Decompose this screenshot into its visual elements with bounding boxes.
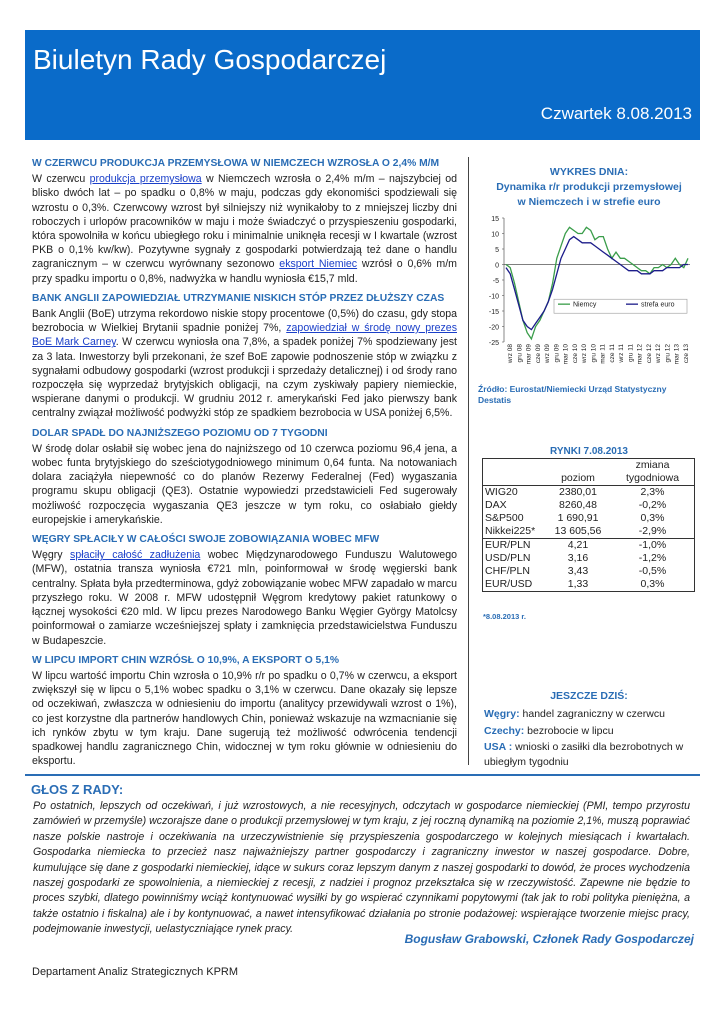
article-1-body	[32, 172, 457, 286]
column-divider	[468, 157, 469, 765]
markets-row	[483, 539, 695, 553]
today-item-usa	[484, 740, 696, 769]
market-level: 3,43	[567, 565, 589, 577]
council-voice-text: Po ostatnich, lepszych od oczekiwań, i już wzrostowych, a nie recesyjnych, odczytach w gospodarce niemieckiej (PMI, tempo przyrostu zamówień w przemyśle) wczorajsze dane o produkcji przemysłowej w tym kraju, z jej roczną dynamiką na poziomie 2,1%, muszą poprawiać nasze polskie nastroje i oczekiwania na urzeczywistnienie się przyspieszenia gospodarczego w kolejnych miesiącach i kwartałach. Gospodarka niemiecka to przecież nasz najważniejszy partner gospodarczy i zagraniczny inwestor w naszej gospodarce. Dobre, kumulujące się dane z gospodarki niemieckiej, idące w sukurs coraz lepszym danym z naszej gospodarki to dowód, że proces wychodzenia naszej gospodarki ze spowolnienia, a niemieckiej z recesji, z nadziei i prognoz przekształca się w rzeczywistość. Zapewne nie będzie to proces szybki, dlatego powinniśmy wciąż kontynuować wysiłki by go wspierać czynnikami popytowymi (tak jak to robi polityka pieniężna, a także ostatnio i fiskalna) ale i by kontynuować, a nawet intensyfikować działania po stronie podażowej: wspierające tworzenie miejsc pracy, podejmowanie inwestycji, uelastyczniające rynek pracy.	[33, 800, 690, 936]
x-tick-label: wrz 11	[618, 344, 626, 363]
market-change: 0,3%	[611, 512, 695, 525]
markets-header-row	[483, 459, 695, 486]
legend-label: strefa euro	[641, 301, 675, 309]
bulletin-date: Czwartek 8.08.2013	[540, 104, 692, 123]
council-voice-signature: Bogusław Grabowski, Członek Rady Gospodarczej	[404, 932, 694, 946]
article-2-text-b: . W czerwcu wyniosła ona 7,8%, a spadek poniżej 7% spodziewany jest za 3 lata. Inwestorzy byli przekonani, że szef BoE zapowie podnoszenie stóp w związku z sygnałami odbudowy gospodarki (wzrost produkcji i sprzedaży detalicznej) i od środy rano rozpoczęła się wyprzedaż brytyjskich obligacji, na czym zyskiwały papiery niemieckie, wspierane danymi o produkcji. W grudniu 2012 r. amerykański Fed jako pierwszy bank centralny związał możliwość podwyżki stóp ze spadkiem bezrobocia w USA poniżej 6,5%.	[32, 336, 457, 420]
article-4-body	[32, 548, 457, 647]
article-5-title: W LIPCU IMPORT CHIN WZRÓSŁ O 10,9%, A EKSPORT O 5,1%	[32, 654, 340, 666]
x-tick-label: gru 09	[553, 344, 561, 363]
today-item-hungary	[484, 707, 696, 722]
y-tick-label: 0	[495, 262, 499, 270]
market-change: -1,2%	[611, 552, 695, 565]
markets-row	[483, 578, 695, 592]
market-change: -0,5%	[611, 565, 695, 578]
y-tick-label: 10	[491, 231, 499, 239]
x-tick-label: cze 10	[571, 344, 579, 364]
chart-title-line-2: w Niemczech i w strefie euro	[517, 196, 661, 208]
x-tick-label: gru 10	[590, 344, 598, 363]
markets-row	[483, 512, 695, 525]
x-tick-label: cze 09	[534, 344, 542, 364]
footer-department: Departament Analiz Strategicznych KPRM	[32, 966, 239, 978]
article-4-text-b: wobec Międzynarodowego Funduszu Walutowego (MFW), ostatnia transza wyniosła €721 mln, poinformował w środę węgierski bank centralny. Spłata była przedterminowa, gdyż zobowiązanie wobec MFW zapadało w marcu przyszłego roku. W 2008 r. MFW udostępnił Węgrom kredytowy pakiet ratunkowy o łącznej wysokości €20 mld. W lipcu prezes Narodowego Banku Węgier György Matolcsy poinformował o zamiarze wcześniejszej spłaty i zamknięcia przedstawicielstwa Funduszu w Budapeszcie.	[32, 549, 457, 647]
y-tick-label: -20	[488, 324, 499, 332]
y-tick-label: -15	[488, 309, 499, 316]
series-line-strefa-euro	[506, 237, 688, 330]
market-name: S&P500	[483, 512, 546, 525]
article-4-text-a: Węgry	[32, 549, 71, 562]
market-name: CHF/PLN	[483, 565, 546, 578]
markets-note: *8.08.2013 r.	[483, 612, 526, 621]
council-voice-section	[25, 774, 700, 956]
x-tick-label: mar 13	[673, 344, 681, 365]
x-tick-label: wrz 12	[655, 344, 663, 364]
market-level: 2380,01	[559, 486, 597, 498]
article-2-title: BANK ANGLII ZAPOWIEDZIAŁ UTRZYMANIE NISKICH STÓP PRZEZ DŁUŻSZY CZAS	[32, 292, 445, 304]
market-name: EUR/USD	[483, 578, 546, 592]
y-tick-label: -5	[492, 278, 499, 285]
market-change: -1,0%	[611, 539, 695, 553]
x-tick-label: cze 11	[608, 344, 616, 363]
x-tick-label: gru 12	[664, 344, 672, 363]
legend-label: Niemcy	[573, 301, 597, 309]
market-name: USD/PLN	[483, 552, 546, 565]
council-voice-title: GŁOS Z RADY:	[31, 782, 124, 797]
today-event: handel zagraniczny w czerwcu	[519, 708, 665, 720]
x-tick-label: wrz 08	[507, 344, 514, 364]
news-column	[32, 157, 457, 774]
market-level: 1,33	[545, 578, 611, 592]
markets-row	[483, 525, 695, 539]
article-2-text-a: Bank Anglii (BoE) utrzyma rekordowo niskie stopy procentowe (0,5%) do czasu, gdy stopa bezrobocia w Wielkiej Brytanii spadnie poniżej 7%,	[32, 308, 457, 335]
today-item-czech	[484, 724, 696, 739]
article-1-text-a: W czerwcu	[32, 173, 90, 186]
chart-title-line-1: Dynamika r/r produkcji przemysłowej	[496, 181, 682, 193]
market-change: -2,9%	[611, 525, 695, 539]
today-list	[484, 707, 696, 771]
x-tick-label: gru 08	[516, 344, 524, 363]
today-event: wnioski o zasiłki dla bezrobotnych w ubiegłym tygodniu	[484, 741, 684, 768]
market-level: 8260,48	[559, 499, 597, 511]
article-2-body	[32, 307, 457, 421]
today-country: Węgry:	[484, 708, 520, 720]
x-tick-label: cze 12	[645, 344, 653, 364]
y-tick-label: -25	[488, 340, 499, 347]
market-name: Nikkei225*	[483, 525, 546, 539]
article-1-text-c: wzrósł o 0,6% m/m przy spadku importu o 0,8%, nadwyżka w handlu wyniosła €15,7 mld.	[32, 258, 457, 285]
today-country: USA :	[484, 741, 513, 753]
article-1-title: W CZERWCU PRODUKCJA PRZEMYSŁOWA W NIEMCZECH WZROSŁA O 2,4% M/M	[32, 158, 440, 169]
article-5-body: W lipcu wartość importu Chin wzrosła o 10,9% r/r po spadku o 0,7% w czerwcu, a eksport zwiększył się w lipcu o 5,1% wobec spadku o 3,1% w czerwcu. Dane okazały się lepsze od oczekiwań, zwłaszcza w odniesieniu do importu (analitycy przewidywali wzrost o 1%), co jest korzystne dla partnerów handlowych Chin, ponieważ wskazuje na wzmacnianie się ich rynków zbytu w tym kraju. Dane sugerują też możliwość odwrócenia tendencji spadkowej handlu zagranicznego Chin, widocznej w tym roku głównie w odniesieniu do eksportu.	[32, 669, 457, 768]
markets-rows	[483, 486, 695, 592]
bulletin-title: Biuletyn Rady Gospodarczej	[33, 44, 387, 75]
market-name: EUR/PLN	[483, 539, 546, 553]
markets-row	[483, 486, 695, 500]
markets-row	[483, 552, 695, 565]
x-tick-label: mar 10	[562, 344, 570, 365]
today-title: JESZCZE DZIŚ:	[550, 690, 628, 702]
markets-table	[482, 458, 695, 592]
y-tick-label: 5	[495, 247, 499, 254]
chart-source: Źródło: Eurostat/Niemiecki Urząd Statystyczny Destatis	[478, 384, 667, 405]
x-tick-label: gru 11	[627, 344, 635, 362]
x-tick-label: wrz 09	[544, 344, 552, 364]
x-tick-label: mar 12	[636, 344, 644, 365]
market-change: 0,3%	[611, 578, 695, 592]
market-change: 2,3%	[611, 486, 695, 500]
markets-header-change: zmiana tygodniowa	[611, 459, 695, 486]
markets-row	[483, 499, 695, 512]
market-name: DAX	[483, 499, 546, 512]
market-change: -0,2%	[611, 499, 695, 512]
article-3-title: DOLAR SPADŁ DO NAJNIŻSZEGO POZIOMU OD 7 TYGODNI	[32, 427, 328, 439]
link-splacily-zadluzenie[interactable]: spłaciły całość zadłużenia	[70, 549, 201, 562]
x-tick-label: mar 09	[525, 344, 533, 365]
x-tick-label: cze 13	[683, 344, 690, 364]
production-chart	[478, 210, 700, 384]
x-tick-label: wrz 10	[581, 344, 589, 364]
article-3-body: W środę dolar osłabił się wobec jena do najniższego od 10 czerwca poziomu 96,4 jena, a wobec funta brytyjskiego do sześciotygodniowego minimum 0,64 funta. Na notowaniach dolara zaciążyła niepewność co do planów Rezerwy Federalnej (Fed) wygaszania programu skupu obligacji (QE3). Ostatnie wypowiedzi przedstawicieli Fed sugerowały możliwość rozpoczęcia wygaszania QE3 jeszcze w tym roku, co osłabiało giełdy europejskie i amerykańskie.	[32, 442, 457, 526]
article-4-title: WĘGRY SPŁACIŁY W CAŁOŚCI SWOJE ZOBOWIĄZANIA WOBEC MFW	[32, 534, 380, 546]
link-boe-carney[interactable]: zapowiedział w środę nowy prezes BoE Mark Carney	[32, 322, 457, 349]
market-name: WIG20	[483, 486, 546, 500]
link-eksport-niemiec[interactable]: eksport Niemiec	[279, 258, 358, 271]
market-level: 1 690,91	[557, 512, 599, 524]
markets-row	[483, 565, 695, 578]
header-banner	[25, 30, 700, 140]
market-level: 3,16	[567, 552, 589, 564]
x-tick-label: mar 11	[599, 344, 607, 364]
chart-heading	[478, 165, 700, 210]
series-line-niemcy	[506, 227, 688, 339]
y-tick-label: 15	[491, 216, 499, 223]
markets-header-blank	[483, 459, 546, 486]
markets-title: RYNKI 7.08.2013	[549, 446, 628, 457]
market-level: 4,21	[545, 539, 611, 553]
chart-label: WYKRES DNIA:	[549, 166, 629, 178]
markets-header-level: poziom	[545, 459, 611, 486]
today-event: bezrobocie w lipcu	[524, 724, 614, 737]
y-tick-label: -10	[488, 293, 499, 301]
article-1-text-b: w Niemczech wzrosła o 2,4% m/m – najszybciej od blisko dwóch lat – po spadku o 0,8% w maju, podczas gdy ekonomiści spodziewali się wzrostu o 0,3%. Czerwcowy wzrost był silniejszy niż wynikałoby to z mniejszej liczby dni roboczych i urlopów pracowników w maju i może świadczyć o przyspieszeniu gospodarki, która spowolniła w końcu ubiegłego roku i minimalnie uniknęła recesji w I kwartale (wzrost PKB o 0,1% kw/kw). Pozytywne sygnały z gospodarki potwierdzają też dane o handlu zagranicznym – w czerwcu wyrównany sezonowo	[32, 173, 457, 271]
today-country: Czechy:	[484, 724, 525, 737]
market-level: 13 605,56	[545, 525, 611, 539]
link-produkcja-przemyslowa[interactable]: produkcja przemysłowa	[89, 173, 202, 186]
